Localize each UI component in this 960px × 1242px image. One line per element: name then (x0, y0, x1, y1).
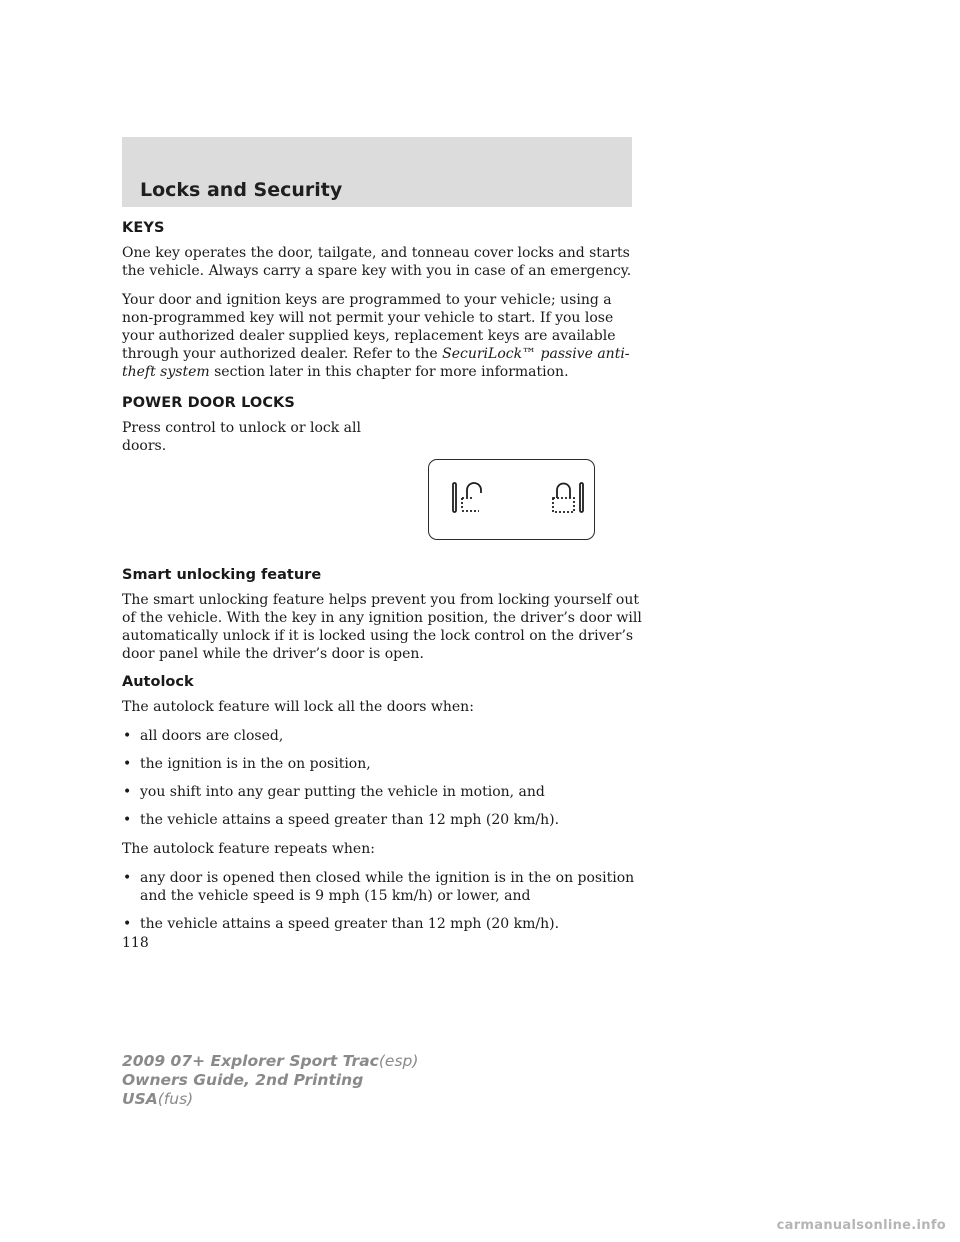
power-door-locks-section (122, 419, 642, 567)
footer-line-2 (122, 1071, 418, 1090)
autolock-conditions-list (122, 727, 642, 829)
switch-left-bar (453, 483, 456, 512)
door-lock-switch-graphic (429, 460, 594, 539)
autolock-intro: The autolock feature will lock all the doors when: (122, 699, 474, 715)
keys-paragraph-2-end: section later in this chapter for more information. (209, 364, 569, 380)
keys-paragraph-2 (122, 291, 642, 381)
unlock-icon (462, 483, 481, 511)
page-number: 118 (122, 935, 149, 951)
footer-printing: Owners Guide, 2nd Printing (122, 1071, 364, 1089)
footer-market-code: (fus) (157, 1090, 194, 1108)
footer-market: USA (122, 1090, 158, 1108)
bullet-marker: • (123, 870, 132, 886)
footer-language-code: (esp) (378, 1052, 419, 1070)
keys-paragraph-2-start: Your door and ignition keys are programmed to your vehicle; using a non-programmed key will not permit your vehicle to start. If you lose your authorized dealer supplied keys, replacement keys are available through your authorized dealer. Refer to the (122, 292, 616, 362)
list-item-text: the ignition is in the on position, (140, 756, 371, 772)
footer-line-1 (122, 1052, 418, 1071)
chapter-header-band (122, 137, 632, 207)
footer-model: 2009 07+ Explorer Sport Trac (122, 1052, 379, 1070)
list-item (122, 869, 642, 905)
bullet-marker: • (123, 784, 132, 800)
list-item (122, 811, 642, 829)
page-content (122, 220, 642, 944)
list-item-text: all doors are closed, (140, 728, 284, 744)
list-item (122, 727, 642, 745)
smart-unlocking-heading: Smart unlocking feature (122, 567, 322, 583)
list-item-text: you shift into any gear putting the vehicle in motion, and (140, 784, 545, 800)
list-item-text: any door is opened then closed while the ignition is in the on position and the vehicle speed is 9 mph (15 km/h) or lower, and (140, 870, 635, 904)
autolock-repeat-list (122, 869, 642, 933)
keys-paragraph-1: One key operates the door, tailgate, and tonneau cover locks and starts the vehicle. Always carry a spare key with you in case of an emergency. (122, 245, 632, 279)
bullet-marker: • (123, 728, 132, 744)
smart-unlocking-text: The smart unlocking feature helps prevent you from locking yourself out of the vehicle. With the key in any ignition position, the driver’s door will automatically unlock if it is locked using the lock control on the driver’s door panel while the driver’s door is open. (122, 592, 642, 662)
switch-right-bar (580, 483, 583, 512)
bullet-marker: • (123, 916, 132, 932)
bullet-marker: • (123, 756, 132, 772)
list-item-text: the vehicle attains a speed greater than 12 mph (20 km/h). (140, 812, 560, 828)
lock-icon (553, 484, 574, 513)
autolock-repeat-intro: The autolock feature repeats when: (122, 841, 375, 857)
autolock-heading: Autolock (122, 674, 194, 690)
list-item (122, 755, 642, 773)
door-lock-switch-illustration (428, 459, 595, 540)
footer-line-3 (122, 1090, 418, 1109)
power-door-locks-text: Press control to unlock or lock all doors. (122, 420, 361, 454)
keys-heading: KEYS (122, 220, 165, 236)
list-item (122, 783, 642, 801)
chapter-title: Locks and Security (140, 179, 343, 201)
site-watermark: carmanualsonline.info (776, 1218, 946, 1233)
document-footer (122, 1052, 418, 1109)
list-item-text: the vehicle attains a speed greater than 12 mph (20 km/h). (140, 916, 560, 932)
bullet-marker: • (123, 812, 132, 828)
power-door-locks-heading: POWER DOOR LOCKS (122, 395, 295, 411)
list-item (122, 915, 642, 933)
securilock-reference: SecuriLock™ passive anti-theft system (122, 346, 630, 380)
smart-unlocking-section (122, 567, 642, 663)
